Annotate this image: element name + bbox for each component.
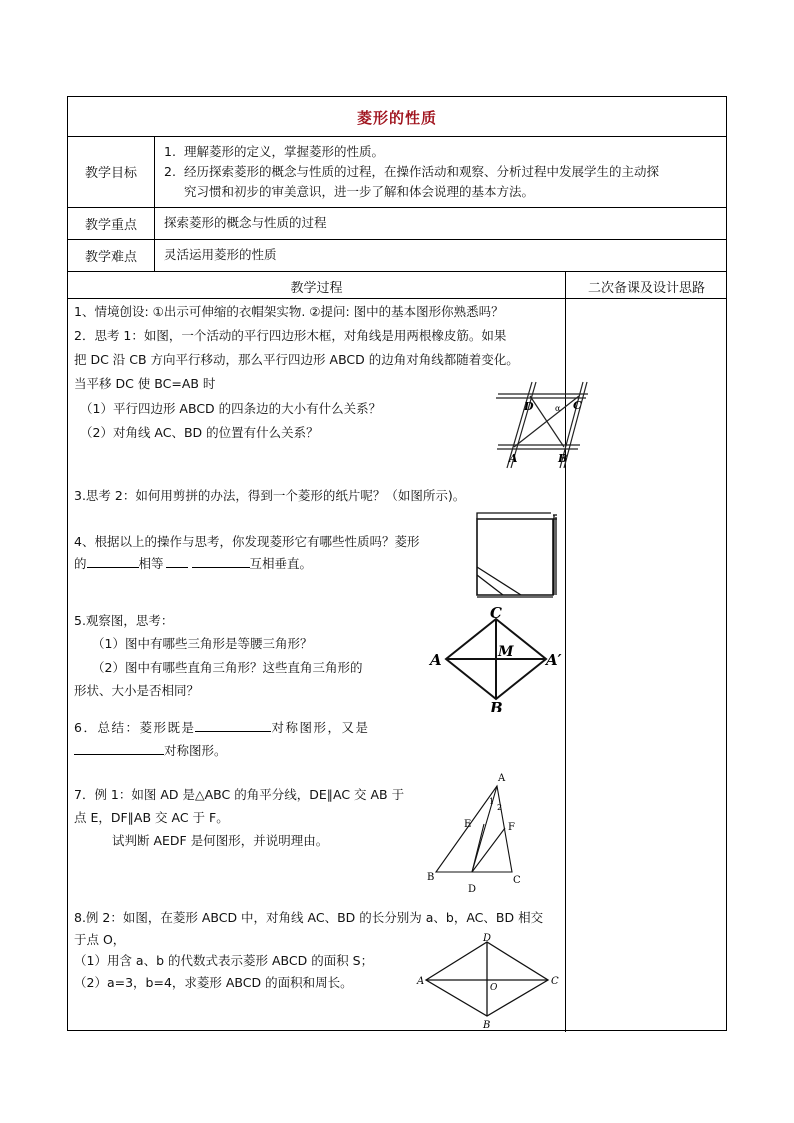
section-2-question-1: （1）平行四边形 ABCD 的四条边的大小有什么关系？ [80, 401, 382, 416]
goal-item-1: 1. 理解菱形的定义，掌握菱形的性质。 [164, 144, 385, 159]
row-divider [68, 271, 726, 272]
fig3-label-C: C [490, 607, 502, 622]
notes-header: 二次备课及设计思路 [587, 281, 705, 296]
section-6-line-2: 对称图形。 [74, 740, 227, 761]
section-8-line-1: 8.例 2：如图，在菱形 ABCD 中，对角线 AC、BD 的长分别为 a、b，AC、BD 相交 [74, 910, 544, 925]
fig4-label-B: B [427, 872, 435, 883]
goal-item-2-cont: 究习惯和初步的审美意识，进一步了解和体会说理的基本方法。 [184, 184, 535, 199]
fig1-label-C: C [573, 399, 582, 412]
section-3: 3.思考 2：如何用剪拼的办法，得到一个菱形的纸片呢？（如图所示)。 [74, 488, 466, 503]
goal-item-2: 2. 经历探索菱形的概念与性质的过程，在操作活动和观察、分析过程中发展学生的主动探 [164, 164, 660, 179]
lesson-plan-table [67, 96, 727, 1031]
process-header: 教学过程 [290, 281, 343, 296]
fig3-label-B: B [490, 699, 503, 712]
fig5-label-B: B [483, 1020, 491, 1030]
row-divider [68, 298, 726, 299]
page-title: 菱形的性质 [356, 109, 437, 127]
section-6-line-1: 6．总结：菱形既是 对称图形，又是 [74, 717, 369, 738]
section-5-question-2-cont: 形状、大小是否相同？ [74, 683, 200, 698]
fig5-label-O: O [490, 983, 498, 993]
fig5-label-D: D [483, 933, 492, 944]
fig4-label-A: A [498, 773, 506, 784]
blank-1[interactable] [87, 553, 139, 568]
section-4-line-1: 4、根据以上的操作与思考，你发现菱形它有哪些性质吗？菱形 [74, 534, 420, 549]
section-2-line-3: 当平移 DC 使 BC=AB 时 [74, 376, 216, 391]
section-5-question-2: （2）图中有哪些直角三角形？这些直角三角形的 [92, 660, 363, 675]
blank-2b[interactable] [192, 553, 250, 568]
fig1-label-angle: α [555, 404, 561, 413]
fig3-label-A: A [430, 651, 442, 669]
row-divider [68, 239, 726, 240]
section-5-title: 5.观察图，思考： [74, 613, 174, 628]
col-divider [154, 136, 155, 271]
section-5-question-1: （1）图中有哪些三角形是等腰三角形？ [92, 636, 313, 651]
section-7-line-2: 点 E，DF∥AB 交 AC 于 F。 [74, 810, 229, 825]
section-1: 1、情境创设: ①出示可伸缩的衣帽架实物. ②提问: 图中的基本图形你熟悉吗？ [74, 304, 504, 319]
rhombus-figure-m [428, 607, 568, 712]
key-point-label: 教学重点 [84, 218, 137, 233]
section-8-question-1: （1）用含 a、b 的代数式表示菱形 ABCD 的面积 S； [74, 953, 374, 968]
triangle-bisector-figure [426, 772, 536, 900]
fig3-label-A-prime: A′ [546, 651, 562, 669]
section-8-question-2: （2）a=3，b=4，求菱形 ABCD 的面积和周长。 [74, 975, 353, 990]
fig4-label-angle-2: 2 [497, 803, 503, 812]
section-7-line-1: 7．例 1：如图 AD 是△ABC 的角平分线，DE∥AC 交 AB 于 [74, 787, 405, 802]
difficulty-text: 灵活运用菱形的性质 [164, 247, 277, 262]
goals-label: 教学目标 [84, 166, 137, 181]
fig1-label-D: D [524, 400, 534, 413]
fig1-label-A: A [509, 452, 518, 465]
row-divider [68, 207, 726, 208]
paper-cut-figure [473, 511, 559, 601]
fig3-label-M: M [498, 644, 514, 660]
section-7-line-3: 试判断 AEDF 是何图形，并说明理由。 [112, 833, 329, 848]
fig4-label-C: C [513, 875, 521, 886]
fig4-label-E: E [464, 819, 472, 830]
section-2-question-2: （2）对角线 AC、BD 的位置有什么关系？ [80, 425, 319, 440]
fig1-label-B: B [558, 452, 568, 465]
fig4-label-angle-1: 1 [489, 797, 495, 806]
section-4-line-2: 的 相等 互相垂直。 [74, 553, 312, 574]
fig4-label-D: D [468, 884, 477, 895]
section-2-line-2: 把 DC 沿 CB 方向平行移动，那么平行四边形 ABCD 的边角对角线都随着变化。 [74, 352, 519, 367]
difficulty-label: 教学难点 [84, 250, 137, 265]
fig5-label-C: C [551, 976, 559, 987]
key-point-text: 探索菱形的概念与性质的过程 [164, 215, 327, 230]
blank-3[interactable] [195, 717, 271, 732]
rhombus-abcd-figure [415, 932, 565, 1030]
blank-4[interactable] [74, 740, 164, 755]
row-divider [68, 136, 726, 137]
fig5-label-A: A [417, 976, 425, 987]
section-2-line-1: 2．思考 1：如图，一个活动的平行四边形木框，对角线是用两根橡皮筋。如果 [74, 328, 507, 343]
fig4-label-F: F [508, 822, 515, 833]
section-8-line-2: 于点 O， [74, 932, 126, 947]
parallelogram-frame-figure [494, 380, 589, 472]
blank-2a[interactable] [166, 553, 188, 568]
